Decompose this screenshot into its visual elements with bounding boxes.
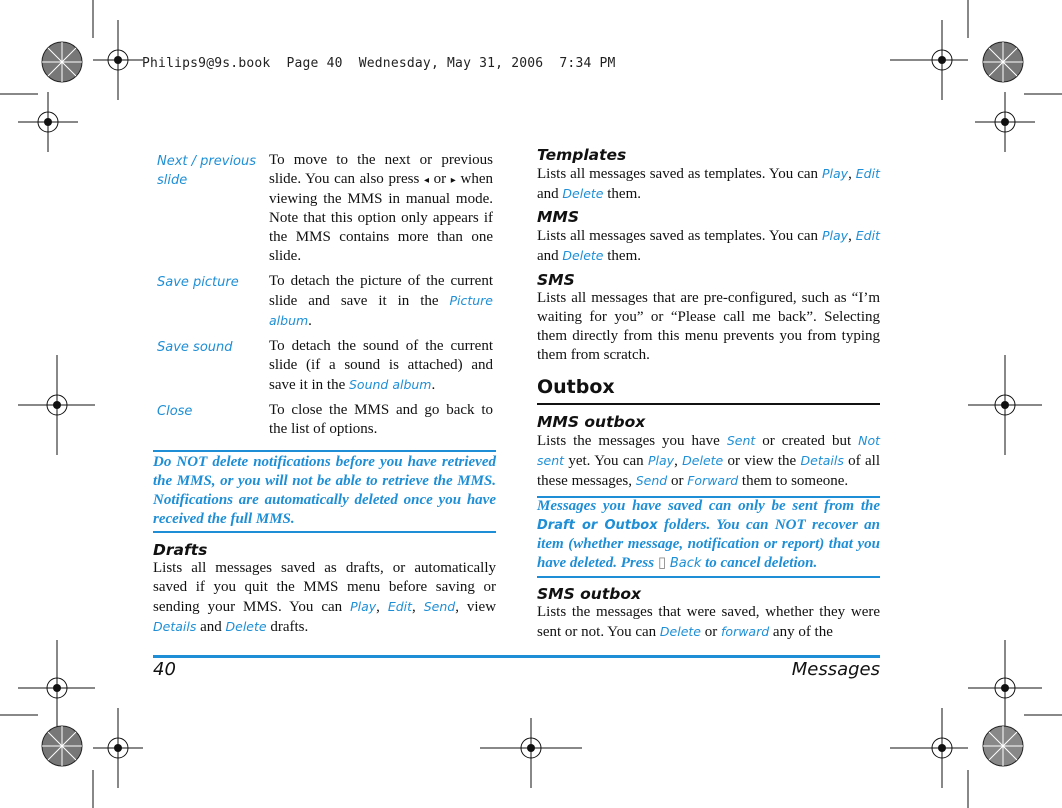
note-text: to cancel deletion. [701,555,818,571]
delete-term: Delete [682,453,724,468]
body-text: Lists all messages saved as templates. You can [537,228,822,244]
sound-album-term: Sound album [348,377,432,392]
sent-term: Sent [726,433,756,448]
play-term: Play [648,453,675,468]
body-text: or created but [755,433,859,449]
desc-text: To move to the next or previous slide. You can also press [269,152,493,187]
body-text: or [701,624,721,640]
option-desc-close: To close the MMS and go back to the list of options. [269,402,493,437]
back-key-icon: ▯ [657,555,667,571]
body-text: and [537,186,563,202]
mms-outbox-text: Lists the messages you have Sent or created but Not sent yet. You can Play, Delete or view the Details of all these messages, Send or Forward them to someone. [537,433,880,489]
footer-rule [153,655,880,658]
mms-heading: MMS [537,208,580,226]
desc-text: . [431,377,436,393]
option-term-close: Close [157,404,193,419]
desc-text: when viewing the MMS in manual mode. Note that this option only appears if the MMS contains more than one slide. [269,171,493,264]
option-term-next-previous-slide: Next / previous slide [157,154,257,188]
edit-term: Edit [855,228,880,243]
note-rule-bottom-right [537,576,880,578]
send-term: Send [635,473,668,488]
drafts-heading: Drafts [153,541,208,559]
picture-album-term: Picture album [269,293,493,328]
details-term: Details [153,619,197,634]
templates-heading: Templates [537,146,627,164]
body-text: or view the [723,453,801,469]
body-text: them. [603,248,641,264]
body-text: and [537,248,563,264]
send-term: Send [423,599,456,614]
play-term: Play [350,599,377,614]
right-arrow-icon: ▸ [450,175,456,186]
mms-text: Lists all messages saved as templates. You can Play, Edit and Delete them. [537,228,880,264]
outbox-section-title: Outbox [537,376,615,398]
sms-heading: SMS [537,271,575,289]
edit-term: Edit [387,599,413,614]
sms-text: Lists all messages that are pre-configured, such as “I’m waiting for you” or “Please call me back”. Selecting them directly from this menu prevents you from typing them from scratch. [537,290,880,363]
play-term: Play [821,166,849,181]
body-text: Lists all messages saved as templates. You can [537,166,822,182]
drafts-text: Lists all messages saved as drafts, or automatically saved if you quit the MMS menu before saving or sending your MMS. You can Play, Edit, Send, view Details and Delete drafts. [153,560,497,635]
play-term: Play [821,228,849,243]
delete-term: Delete [659,624,701,639]
forward-term: forward [721,624,770,639]
body-text: or [667,473,688,489]
note-rule-top [153,450,496,452]
option-term-save-sound: Save sound [157,340,233,355]
body-text: and [196,619,226,635]
desc-text: . [308,313,312,329]
outbox-note [537,497,880,573]
not-sent-term: Not sent [537,433,880,468]
note-text: folders. You can NOT recover an item (whether message, notification or report) that you have deleted. Press [537,517,880,571]
warning-note: Do NOT delete notifications before you have retrieved the MMS, or you will not be able to retrieve the MMS. Notifications are automatically deleted once you have received the full MMS. [153,454,496,527]
left-arrow-icon: ◂ [423,175,429,186]
print-slug: Philips9@9s.book Page 40 Wednesday, May 31, 2006 7:34 PM [142,56,616,71]
draft-outbox-term: Draft or Outbox [537,518,658,533]
body-text: drafts. [266,619,309,635]
body-text: them. [603,186,641,202]
body-text: any of the [769,624,833,640]
templates-text: Lists all messages saved as templates. You can Play, Edit and Delete them. [537,166,880,202]
running-section-title: Messages [791,659,880,680]
body-text: them to someone. [738,473,849,489]
delete-term: Delete [562,186,604,201]
mms-outbox-heading: MMS outbox [537,413,646,431]
section-rule [537,403,880,405]
body-text: yet. You can [564,453,648,469]
body-text: , view [455,599,497,615]
option-desc-save-sound [269,337,493,395]
body-text: Lists the messages that were saved, whether they were sent or not. You can [537,604,880,640]
details-term: Details [800,453,844,468]
delete-term: Delete [225,619,267,634]
note-text: Messages you have saved can only be sent from the [537,498,880,514]
sms-outbox-text [537,603,880,642]
body-text: of all these messages, [537,453,880,489]
body-text: Lists all messages saved as drafts, or automatically saved if you quit the MMS menu before saving or sending your MMS. You can [153,560,496,615]
desc-text: or [428,171,451,187]
forward-term: Forward [687,473,739,488]
note-rule-bottom [153,531,496,533]
option-desc-save-picture [269,272,493,331]
body-text: Lists the messages you have [537,433,727,449]
page-number: 40 [153,659,176,680]
option-desc-next-previous-slide [269,151,493,266]
desc-text: To detach the picture of the current slide and save it in the [269,273,493,309]
edit-term: Edit [855,166,880,181]
delete-term: Delete [562,248,604,263]
desc-text: To detach the sound of the current slide (if a sound is attached) and save it in the [269,338,493,393]
option-term-save-picture: Save picture [157,275,239,290]
sms-outbox-heading: SMS outbox [537,585,641,603]
back-term: Back [669,556,702,571]
